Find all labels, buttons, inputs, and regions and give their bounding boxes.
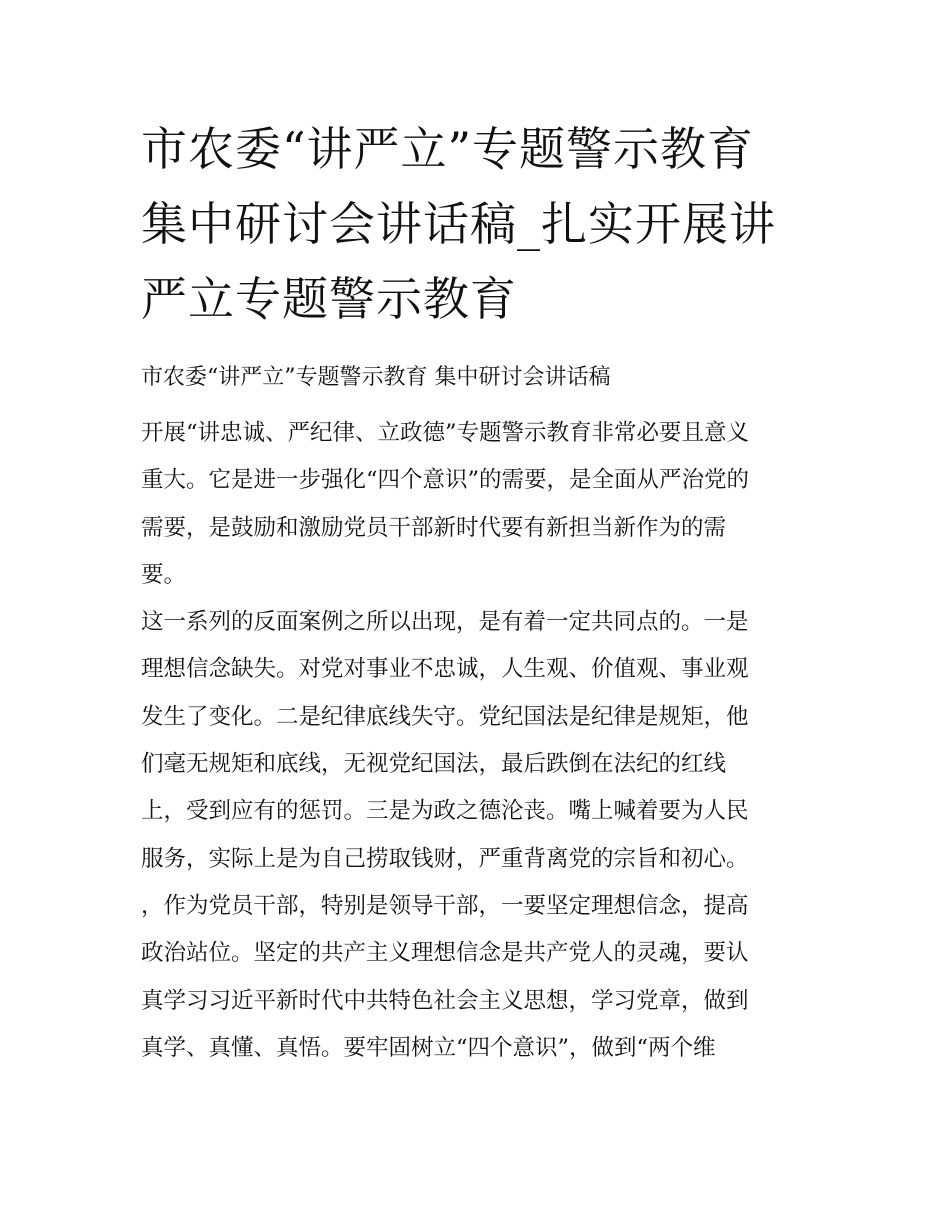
title-line: 市农委“讲严立”专题警示教育 bbox=[141, 122, 755, 176]
document-title bbox=[141, 112, 821, 337]
body-line: 政治站位。坚定的共产主义理想信念是共产党人的灵魂，要认 bbox=[141, 940, 749, 967]
body-line: 这一系列的反面案例之所以出现，是有着一定共同点的。一是 bbox=[141, 609, 749, 636]
title-line: 严立专题警示教育 bbox=[141, 272, 517, 326]
body-line: 上，受到应有的惩罚。三是为政之德沦丧。嘴上喊着要为人民 bbox=[141, 798, 749, 825]
body-line: 们毫无规矩和底线，无视党纪国法，最后跌倒在法纪的红线 bbox=[141, 751, 727, 778]
body-line: 要。 bbox=[141, 561, 187, 588]
body-line: 发生了变化。二是纪律底线失守。党纪国法是纪律是规矩，他 bbox=[141, 703, 749, 730]
document-body bbox=[141, 410, 821, 1072]
body-line: 开展“讲忠诚、严纪律、立政德”专题警示教育非常必要且意义 bbox=[141, 420, 750, 446]
body-line: 理想信念缺失。对党对事业不忠诚，人生观、价值观、事业观 bbox=[141, 656, 749, 683]
body-line: 真学习习近平新时代中共特色社会主义思想，学习党章，做到 bbox=[141, 987, 749, 1014]
title-line: 集中研讨会讲话稿_扎实开展讲 bbox=[141, 197, 776, 251]
body-line: 真学、真懂、真悟。要牢固树立“四个意识”，做到“两个维 bbox=[141, 1034, 716, 1061]
body-line: ，作为党员干部，特别是领导干部，一要坚定理想信念，提高 bbox=[141, 892, 749, 919]
body-line: 服务，实际上是为自己捞取钱财，严重背离党的宗旨和初心。 bbox=[141, 845, 749, 872]
document-subtitle: 市农委“讲严立”专题警示教育 集中研讨会讲话稿 bbox=[141, 365, 611, 390]
body-line: 重大。它是进一步强化“四个意识”的需要，是全面从严治党的 bbox=[141, 467, 750, 494]
body-line: 需要，是鼓励和激励党员干部新时代要有新担当新作为的需 bbox=[141, 514, 727, 541]
